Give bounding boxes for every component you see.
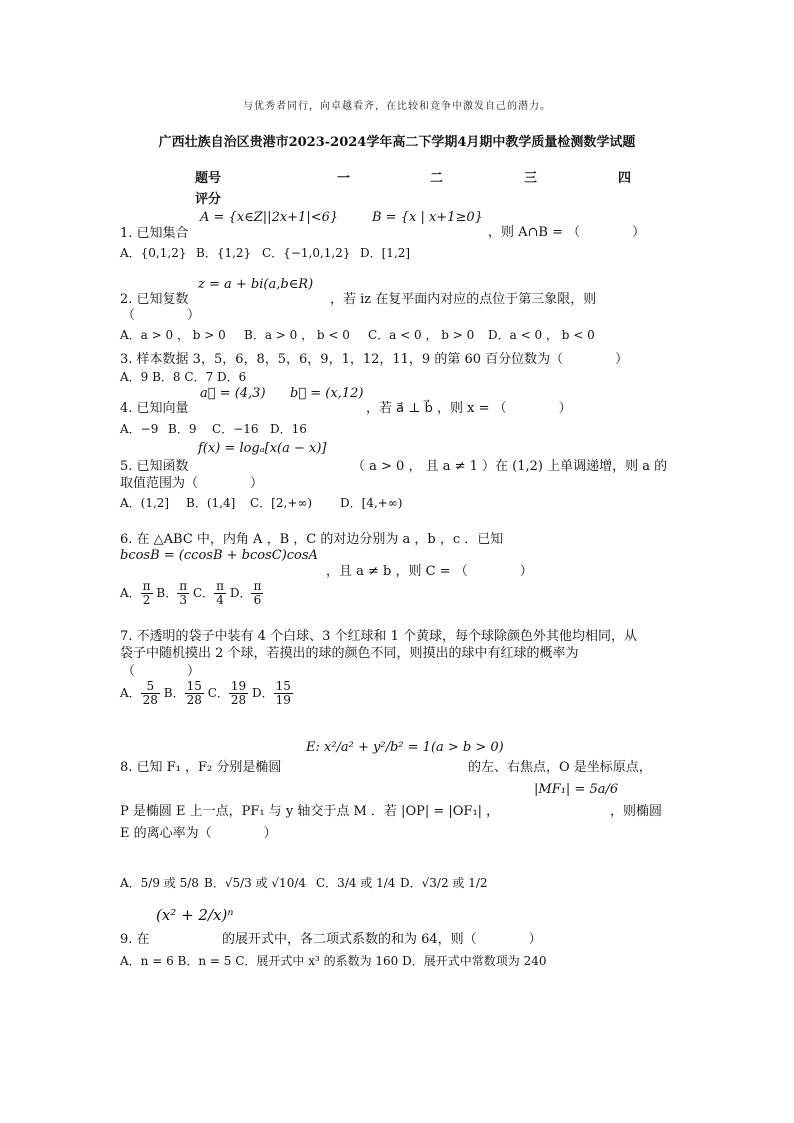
q7-option-d-label: D． xyxy=(252,686,274,701)
q7-option-b-den: 28 xyxy=(186,693,202,708)
q1-set-a: A = {x∈Z||2x+1|<6} xyxy=(200,210,339,225)
score-table-col-3: 三 xyxy=(524,171,538,186)
q7-option-c-num: 19 xyxy=(230,679,247,693)
score-table-score-label: 评分 xyxy=(195,192,222,207)
q8-option-c: C．3/4 或 1/4 xyxy=(316,876,396,890)
exam-title: 广西壮族自治区贵港市2023-2024学年高二下学期4月期中教学质量检测数学试题 xyxy=(158,135,636,150)
q9-tail: 的展开式中，各二项式系数的和为 64，则（ ） xyxy=(222,932,542,947)
q6-condition: ，且 a ≠ b ，则 C = （ ） xyxy=(326,564,533,579)
q9-expression: (x² + 2/x)ⁿ xyxy=(156,906,234,924)
q7-option-a-num: 5 xyxy=(141,680,160,694)
q5-option-c: C．[2,+∞) xyxy=(250,496,313,510)
q4-vector-a: a⃗ = (4,3) xyxy=(200,386,266,401)
q4-condition: ，若 a⃗ ⊥ b⃗ ，则 x = （ ） xyxy=(366,401,572,416)
q1-option-b: B．{1,2} xyxy=(196,246,252,260)
q8-line2-tail: ，则椭圆 xyxy=(610,804,663,819)
q5-option-d: D．[4,+∞) xyxy=(340,496,403,510)
q3-options: A．9 B．8 C．7 D．6 xyxy=(120,370,247,384)
q4-option-a: A．−9 xyxy=(120,422,159,436)
q8-line2: P 是椭圆 E 上一点，PF₁ 与 y 轴交于点 M ．若 |OP| = |OF₁| ， xyxy=(120,804,500,819)
score-table-col-1: 一 xyxy=(337,171,351,186)
q7-option-b-label: B． xyxy=(163,686,185,701)
q4-vector-b: b⃗ = (x,12) xyxy=(290,386,364,401)
q5-line2: 取值范围为（ ） xyxy=(120,476,264,491)
motto-text: 与优秀者同行，向卓越看齐，在比较和竞争中激发自己的潜力。 xyxy=(243,101,551,112)
score-table-header-label: 题号 xyxy=(195,171,222,186)
q7-paren: （ ） xyxy=(122,664,201,679)
q6-option-c-den: 4 xyxy=(216,593,224,608)
q8-option-d: D．√3/2 或 1/2 xyxy=(400,876,488,890)
q7-option-a-label: A． xyxy=(120,686,141,701)
q7-option-d-num: 15 xyxy=(275,679,291,693)
q2-condition: ，若 iz 在复平面内对应的点位于第三象限，则 xyxy=(330,292,597,307)
q6-option-a-value xyxy=(141,580,153,607)
q1-ask: ，则 A∩B = （ ） xyxy=(488,225,646,240)
q7-option-b-num: 15 xyxy=(186,679,202,693)
q1-stem: 1. 已知集合 xyxy=(120,226,189,241)
q7-option-c-value xyxy=(229,680,248,707)
score-table-col-4: 四 xyxy=(618,171,632,186)
q2-option-c: C．a < 0 ， b > 0 xyxy=(368,328,475,342)
q1-option-a: A．{0,1,2} xyxy=(120,246,187,260)
q5-function: f(x) = logₐ[x(a − x)] xyxy=(198,441,327,456)
q8-line3: E 的离心率为（ ） xyxy=(120,826,277,841)
q1-option-d: D．[1,2] xyxy=(360,246,411,260)
q6-stem: 6. 在 △ABC 中，内角 A ，B ，C 的对边分别为 a ，b ，c ．已知 xyxy=(120,532,504,547)
q8-mf-condition: |MF₁| = 5a/6 xyxy=(534,782,619,797)
q3-stem: 3. 样本数据 3，5，6，8，5，6，9，1，12，11，9 的第 60 百分位数为（ ） xyxy=(120,352,629,367)
q8-ellipse: E: x²/a² + y²/b² = 1(a > b > 0) xyxy=(306,740,504,755)
q6-option-b-num: π xyxy=(179,579,188,593)
q4-option-c: C．−16 xyxy=(212,422,259,436)
q8-stem: 8. 已知 F₁ ，F₂ 分别是椭圆 xyxy=(120,760,282,775)
q6-option-d-num: π xyxy=(253,579,262,593)
score-table-col-2: 二 xyxy=(430,171,444,186)
q4-option-b: B．9 xyxy=(168,422,197,436)
q7-option-d-den: 19 xyxy=(275,693,291,708)
q5-stem: 5. 已知函数 xyxy=(120,459,189,474)
q1-set-b: B = {x | x+1≥0} xyxy=(372,210,483,225)
q6-option-b-den: 3 xyxy=(179,593,187,608)
q8-option-a: A．5/9 或 5/8 xyxy=(120,876,199,890)
q6-option-c-label: C． xyxy=(192,586,215,601)
q2-paren: （ ） xyxy=(122,308,201,323)
q1-option-c: C．{−1,0,1,2} xyxy=(262,246,351,260)
q5-condition: （ a > 0 ， 且 a ≠ 1 ）在 (1,2) 上单调递增，则 a 的 xyxy=(352,459,668,474)
q2-stem: 2. 已知复数 xyxy=(120,292,189,307)
q7-option-c-den: 28 xyxy=(230,693,247,708)
q7-option-d-value xyxy=(274,680,293,707)
q7-line2: 袋子中随机摸出 2 个球，若摸出的球的颜色不同，则摸出的球中有红球的概率为 xyxy=(120,646,579,661)
q7-line1: 7. 不透明的袋子中装有 4 个白球、3 个红球和 1 个黄球，每个球除颜色外其他均相同，从 xyxy=(120,629,638,644)
q2-option-a: A．a > 0 ， b > 0 xyxy=(120,328,226,342)
q8-tail: 的左、右焦点，O 是坐标原点， xyxy=(468,760,652,775)
q5-option-b: B．(1,4] xyxy=(186,496,236,510)
q6-option-b-label: B． xyxy=(156,586,178,601)
q6-option-a-num: π xyxy=(142,579,151,593)
q4-stem: 4. 已知向量 xyxy=(120,401,189,416)
q7-option-b-value xyxy=(185,680,204,707)
q9-stem: 9. 在 xyxy=(120,932,150,947)
q4-option-d: D．16 xyxy=(270,422,307,436)
q6-option-c-value xyxy=(214,580,226,607)
q9-options: A．n = 6 B．n = 5 C．展开式中 x³ 的系数为 160 D．展开式中常数项为 240 xyxy=(120,954,547,968)
q2-option-d: D．a < 0 ， b < 0 xyxy=(488,328,595,342)
q6-option-c-num: π xyxy=(216,579,225,593)
q6-equation: bcosB = (ccosB + bcosC)cosA xyxy=(120,548,318,563)
q6-option-d-den: 6 xyxy=(253,593,262,608)
q7-options xyxy=(120,680,293,707)
q6-option-b-value xyxy=(177,580,189,607)
q5-option-a: A．(1,2] xyxy=(120,496,170,510)
q6-option-d-value xyxy=(251,580,263,607)
q7-option-a-den: 28 xyxy=(142,693,158,708)
q6-options xyxy=(120,580,263,607)
q2-expr: z = a + bi(a,b∈R) xyxy=(198,277,314,292)
q7-option-c-label: C． xyxy=(207,686,229,701)
q6-option-a-label: A． xyxy=(120,586,141,601)
q2-option-b: B．a > 0 ， b < 0 xyxy=(244,328,350,342)
q6-option-d-label: D． xyxy=(229,586,252,601)
q8-option-b: B．√5/3 或 √10/4 xyxy=(204,876,307,890)
q7-option-a-value xyxy=(141,680,160,707)
q6-option-a-den: 2 xyxy=(142,593,151,608)
